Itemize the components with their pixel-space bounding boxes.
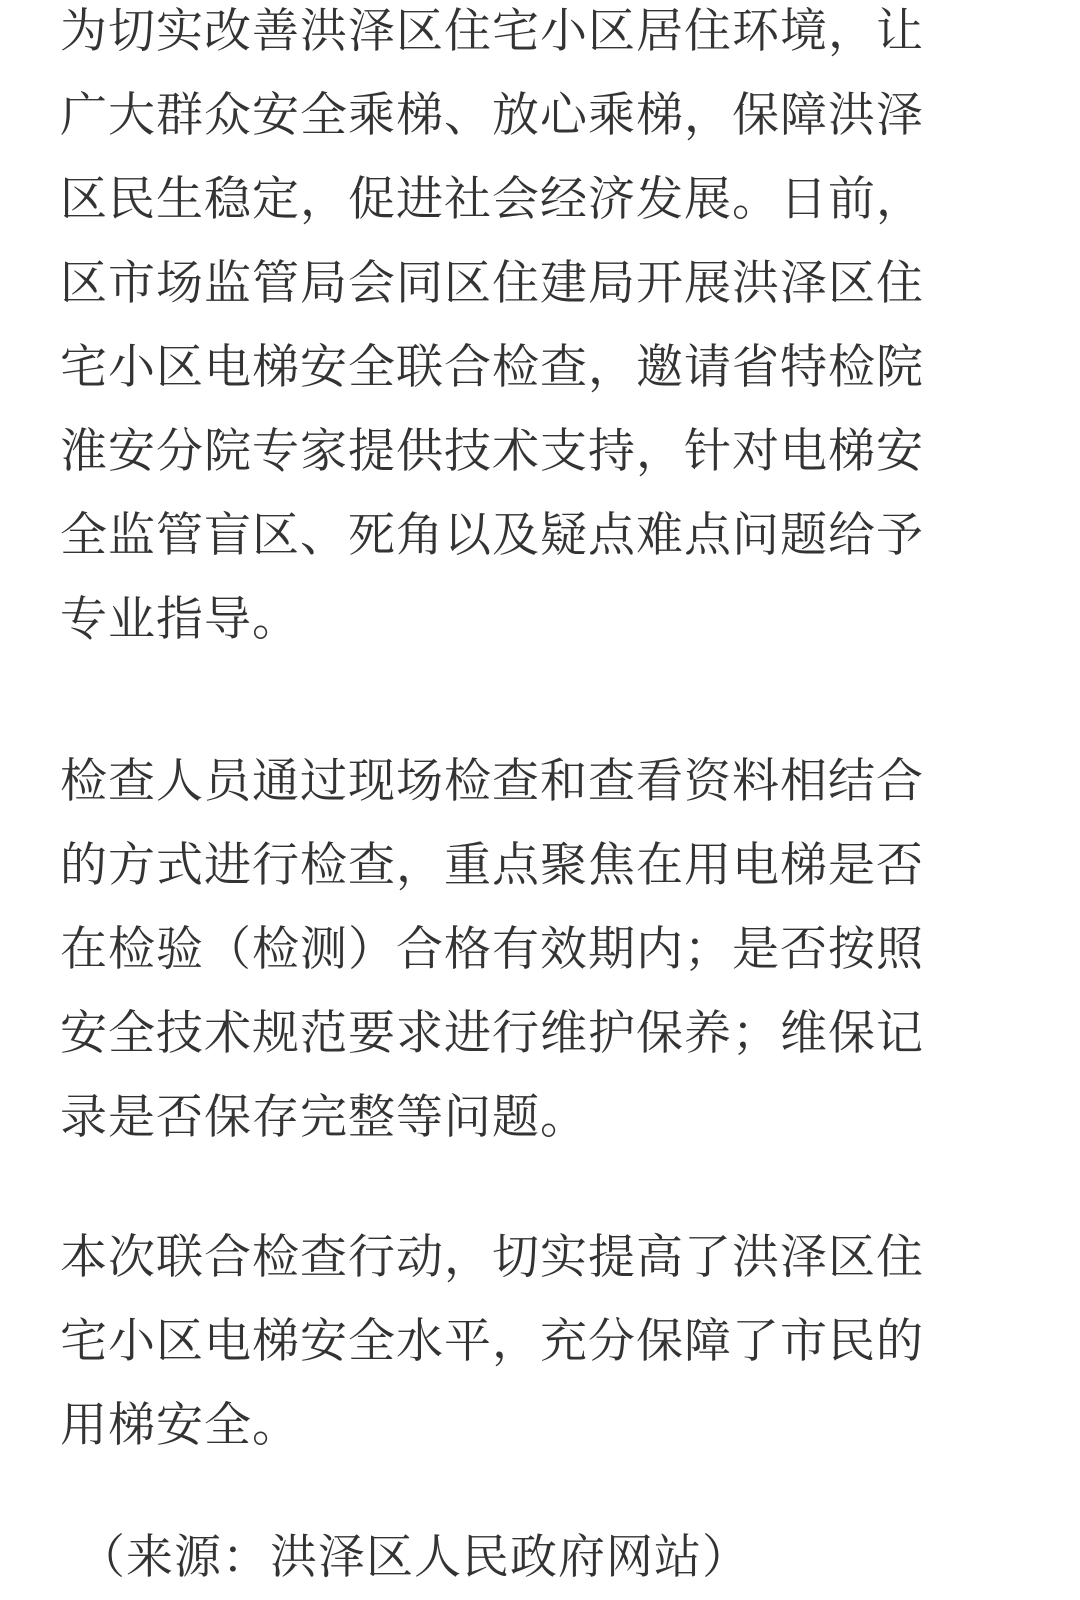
source-attribution: （来源：洪泽区人民政府网站） [78, 1530, 750, 1585]
article-body [60, 0, 1020, 1468]
text-line: 全监管盲区、死角以及疑点难点问题给予 [60, 508, 924, 563]
text-line: 在检验（检测）合格有效期内；是否按照 [60, 922, 924, 977]
text-line: 区民生稳定，促进社会经济发展。日前， [60, 172, 924, 227]
text-line: 录是否保存完整等问题。 [60, 1090, 588, 1145]
paragraph-2 [60, 740, 1020, 1160]
text-line: 区市场监管局会同区住建局开展洪泽区住 [60, 256, 924, 311]
text-line: 专业指导。 [60, 592, 300, 647]
paragraph-3 [60, 1216, 1020, 1468]
paragraph-spacer [60, 662, 1020, 740]
text-line: 淮安分院专家提供技术支持，针对电梯安 [60, 424, 924, 479]
text-line: 用梯安全。 [60, 1398, 300, 1453]
paragraph-1 [60, 0, 1020, 662]
text-line: 宅小区电梯安全联合检查，邀请省特检院 [60, 340, 924, 395]
text-line: 宅小区电梯安全水平，充分保障了市民的 [60, 1314, 924, 1369]
text-line: 检查人员通过现场检查和查看资料相结合 [60, 754, 924, 809]
text-line: 广大群众安全乘梯、放心乘梯，保障洪泽 [60, 88, 924, 143]
text-line: 的方式进行检查，重点聚焦在用电梯是否 [60, 838, 924, 893]
paragraph-spacer [60, 1160, 1020, 1216]
text-line: 为切实改善洪泽区住宅小区居住环境，让 [60, 4, 924, 59]
text-line: 安全技术规范要求进行维护保养；维保记 [60, 1006, 924, 1061]
text-line: 本次联合检查行动，切实提高了洪泽区住 [60, 1230, 924, 1285]
